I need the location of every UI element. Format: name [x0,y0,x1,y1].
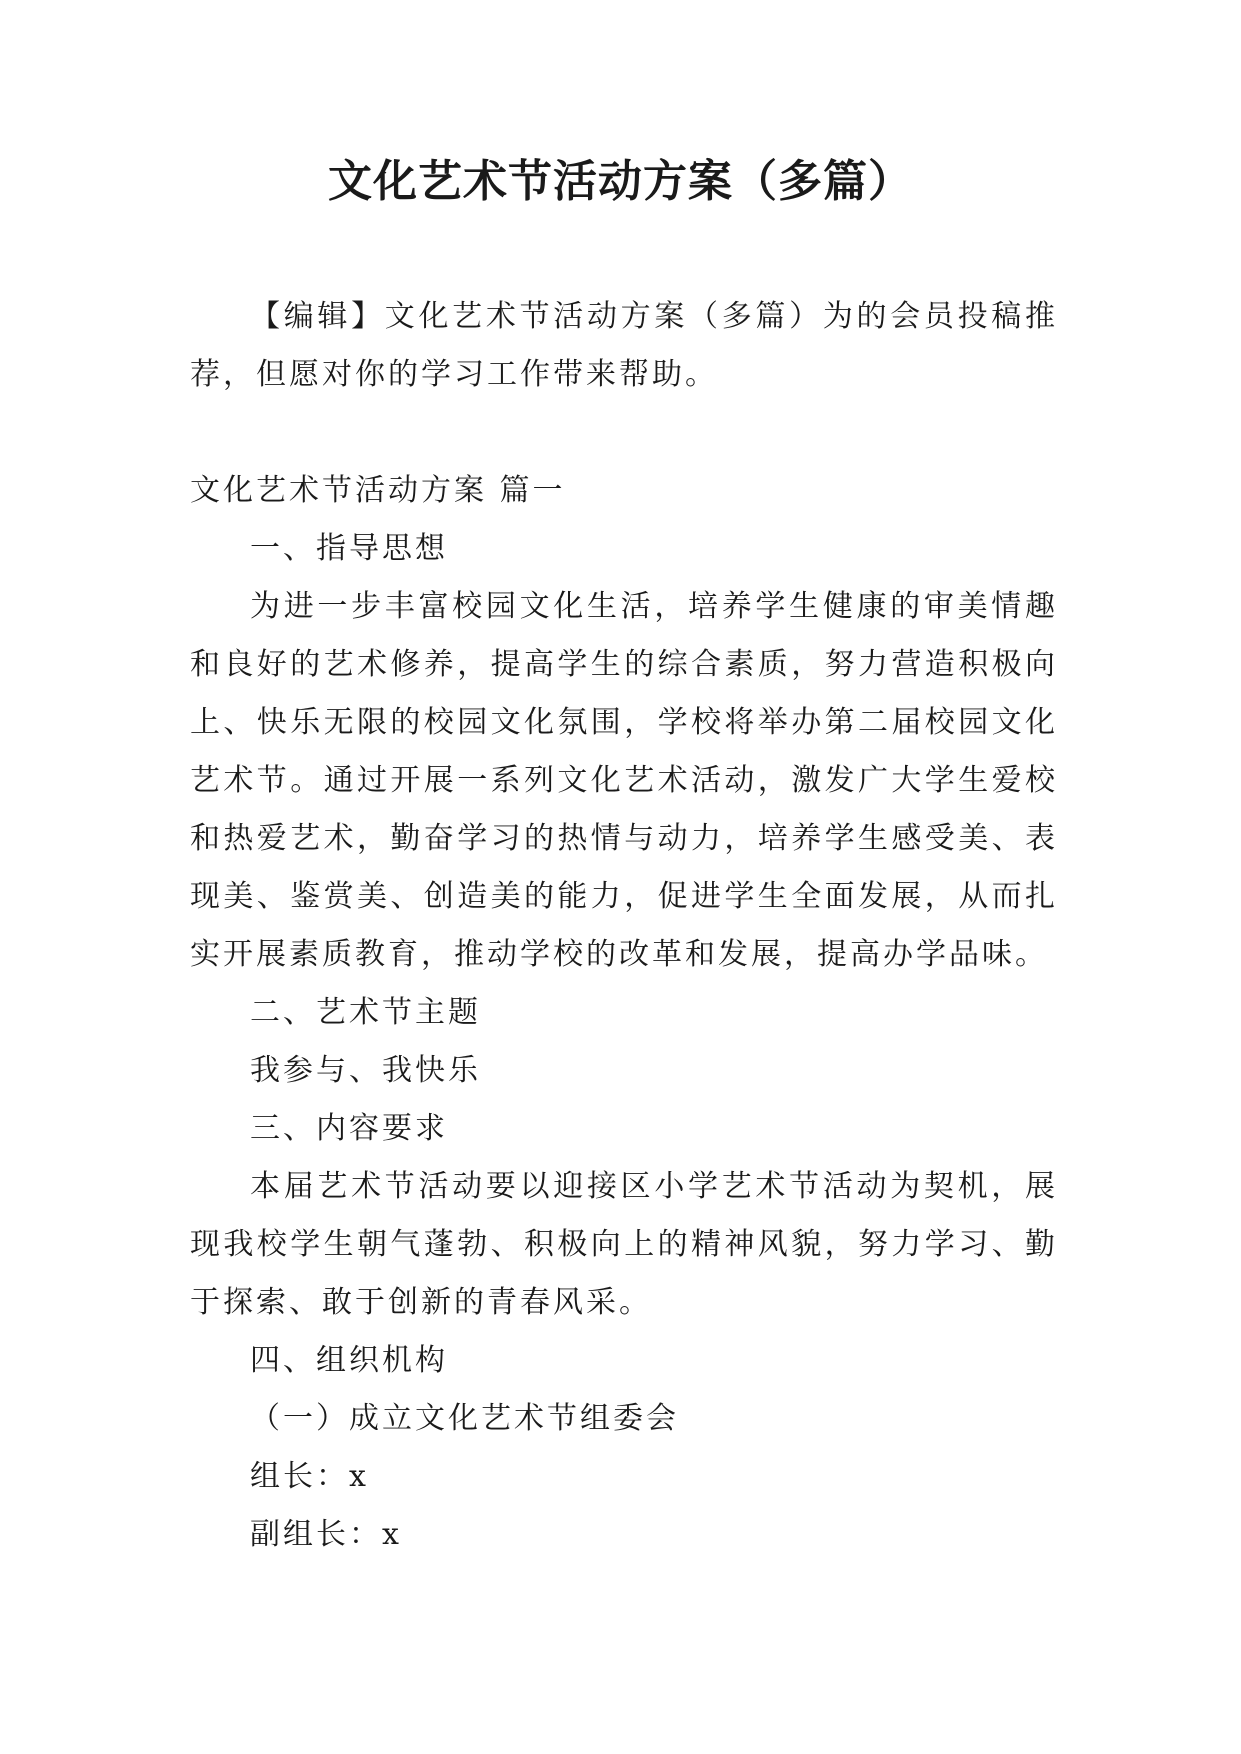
leader-line: 组长：x [250,1459,369,1494]
paragraph-requirements: 本届艺术节活动要以迎接区小学艺术节活动为契机，展现我校学生朝气蓬勃、积极向上的精神风貌，努力学习、勤于探索、敢于创新的青春风采。 [190,1169,1058,1320]
heading-theme: 二、艺术节主题 [250,995,481,1030]
spacer [190,404,1058,462]
deputy-leader-line: 副组长：x [250,1517,402,1552]
heading-organization: 四、组织机构 [250,1343,448,1378]
paragraph-theme: 我参与、我快乐 [250,1053,481,1088]
paragraph-guiding-ideology: 为进一步丰富校园文化生活，培养学生健康的审美情趣和良好的艺术修养，提高学生的综合素质，努力营造积极向上、快乐无限的校园文化氛围，学校将举办第二届校园文化艺术节。通过开展一系列文化艺术活动，激发广大学生爱校和热爱艺术，勤奋学习的热情与动力，培养学生感受美、表现美、鉴赏美、创造美的能力，促进学生全面发展，从而扎实开展素质教育，推动学校的改革和发展，提高办学品味。 [190,589,1058,972]
document-body [190,288,1058,1564]
section-heading: 文化艺术节活动方案 篇一 [190,473,566,508]
heading-requirements: 三、内容要求 [250,1111,448,1146]
document-title: 文化艺术节活动方案（多篇） [328,156,913,207]
intro-paragraph: 【编辑】文化艺术节活动方案（多篇）为的会员投稿推荐，但愿对你的学习工作带来帮助。 [190,299,1058,392]
heading-guiding-ideology: 一、指导思想 [250,531,448,566]
subheading-committee: （一）成立文化艺术节组委会 [250,1401,679,1436]
